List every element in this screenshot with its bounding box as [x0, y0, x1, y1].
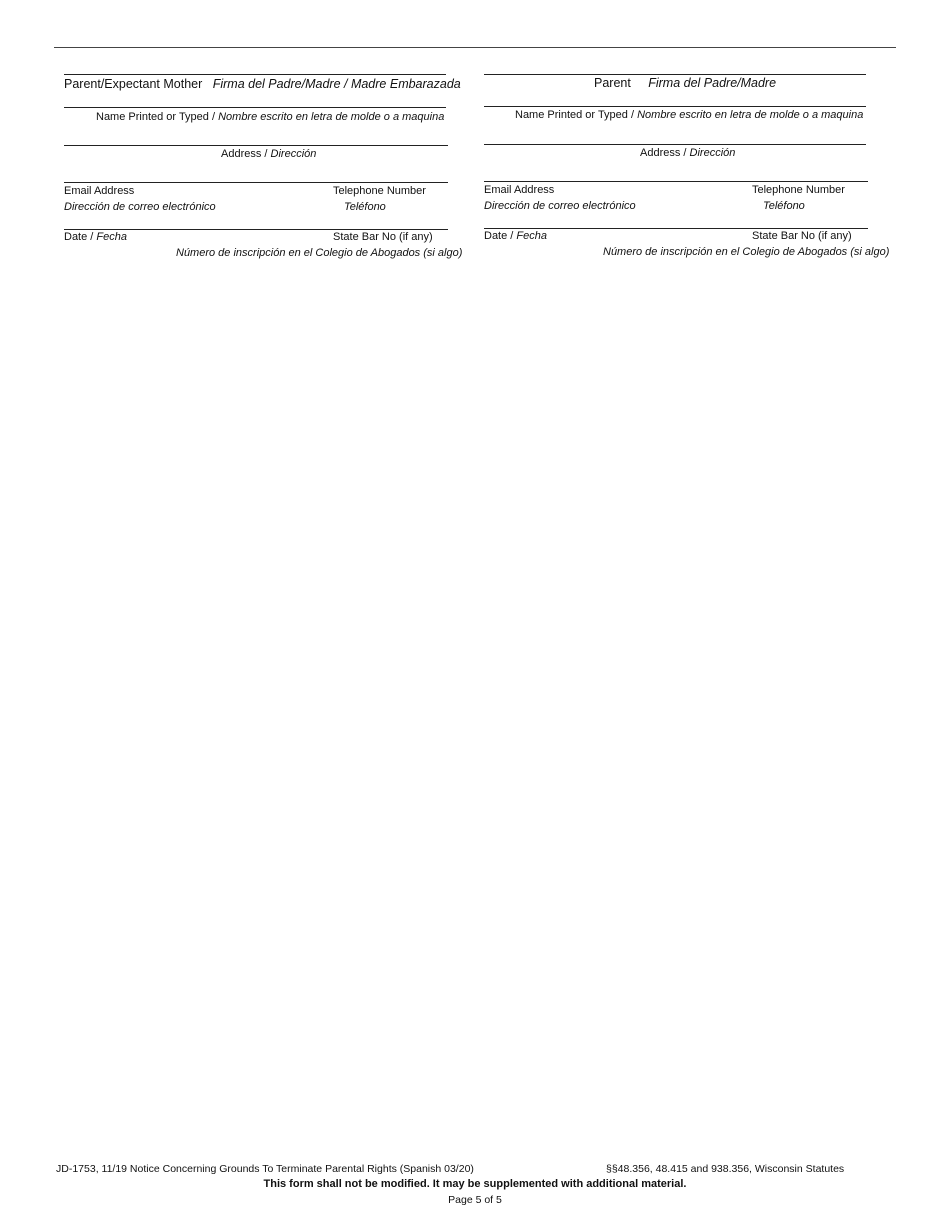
left-bar-label: State Bar No (if any): [333, 231, 433, 243]
left-phone-label: Telephone Number: [333, 185, 426, 197]
right-bar-label: State Bar No (if any): [752, 230, 852, 242]
left-address-label-es: Dirección: [270, 148, 317, 160]
right-address-line[interactable]: [484, 144, 866, 145]
left-date-bar-line[interactable]: [64, 229, 448, 230]
right-date-bar-line[interactable]: [484, 228, 868, 229]
footer-statutes: §§48.356, 48.415 and 938.356, Wisconsin Statutes: [606, 1163, 845, 1175]
right-address-label-es: Dirección: [689, 147, 736, 159]
right-signature-label: Parent: [594, 76, 631, 90]
footer-page-number: Page 5 of 5: [448, 1194, 502, 1206]
left-date-label: Date /: [64, 231, 94, 243]
left-signature-label: Parent/Expectant Mother: [64, 77, 203, 91]
right-date-label-es: Fecha: [516, 230, 547, 242]
left-email-label: Email Address: [64, 185, 135, 197]
right-signature-label-es: Firma del Padre/Madre: [648, 76, 777, 90]
right-name-caption: [515, 109, 863, 121]
left-date-caption: [64, 231, 127, 243]
left-date-label-es: Fecha: [96, 231, 127, 243]
page-top-rule: [54, 47, 896, 48]
right-bar-label-es: Número de inscripción en el Colegio de Abogados (si algo): [603, 246, 890, 258]
left-signature-caption: [64, 77, 461, 91]
left-address-line[interactable]: [64, 145, 448, 146]
left-signature-line[interactable]: [64, 74, 446, 75]
right-date-caption: [484, 230, 547, 242]
right-name-label-es: Nombre escrito en letra de molde o a maquina: [637, 109, 864, 121]
left-signature-label-es: Firma del Padre/Madre / Madre Embarazada: [212, 77, 461, 91]
left-bar-label-es: Número de inscripción en el Colegio de Abogados (si algo): [176, 247, 463, 259]
right-address-caption: [640, 147, 735, 159]
right-email-label-es: Dirección de correo electrónico: [484, 200, 636, 212]
right-signature-caption: [594, 76, 776, 90]
left-name-caption: [96, 111, 444, 123]
left-address-caption: [221, 148, 316, 160]
right-phone-label-es: Teléfono: [763, 200, 805, 212]
right-phone-label: Telephone Number: [752, 184, 845, 196]
right-name-line[interactable]: [484, 106, 866, 107]
right-email-label: Email Address: [484, 184, 555, 196]
left-address-label: Address /: [221, 148, 268, 160]
left-name-label: Name Printed or Typed /: [96, 111, 216, 123]
left-phone-label-es: Teléfono: [344, 201, 386, 213]
left-name-label-es: Nombre escrito en letra de molde o a maquina: [218, 111, 445, 123]
left-email-label-es: Dirección de correo electrónico: [64, 201, 216, 213]
left-name-line[interactable]: [64, 107, 446, 108]
right-address-label: Address /: [640, 147, 687, 159]
right-date-label: Date /: [484, 230, 514, 242]
right-email-phone-line[interactable]: [484, 181, 868, 182]
footer-form-id: JD-1753, 11/19 Notice Concerning Grounds To Terminate Parental Rights (Spanish 03/20): [56, 1163, 474, 1175]
right-signature-line[interactable]: [484, 74, 866, 75]
footer-notice: This form shall not be modified. It may be supplemented with additional material.: [263, 1178, 687, 1190]
right-name-label: Name Printed or Typed /: [515, 109, 635, 121]
left-email-phone-line[interactable]: [64, 182, 448, 183]
